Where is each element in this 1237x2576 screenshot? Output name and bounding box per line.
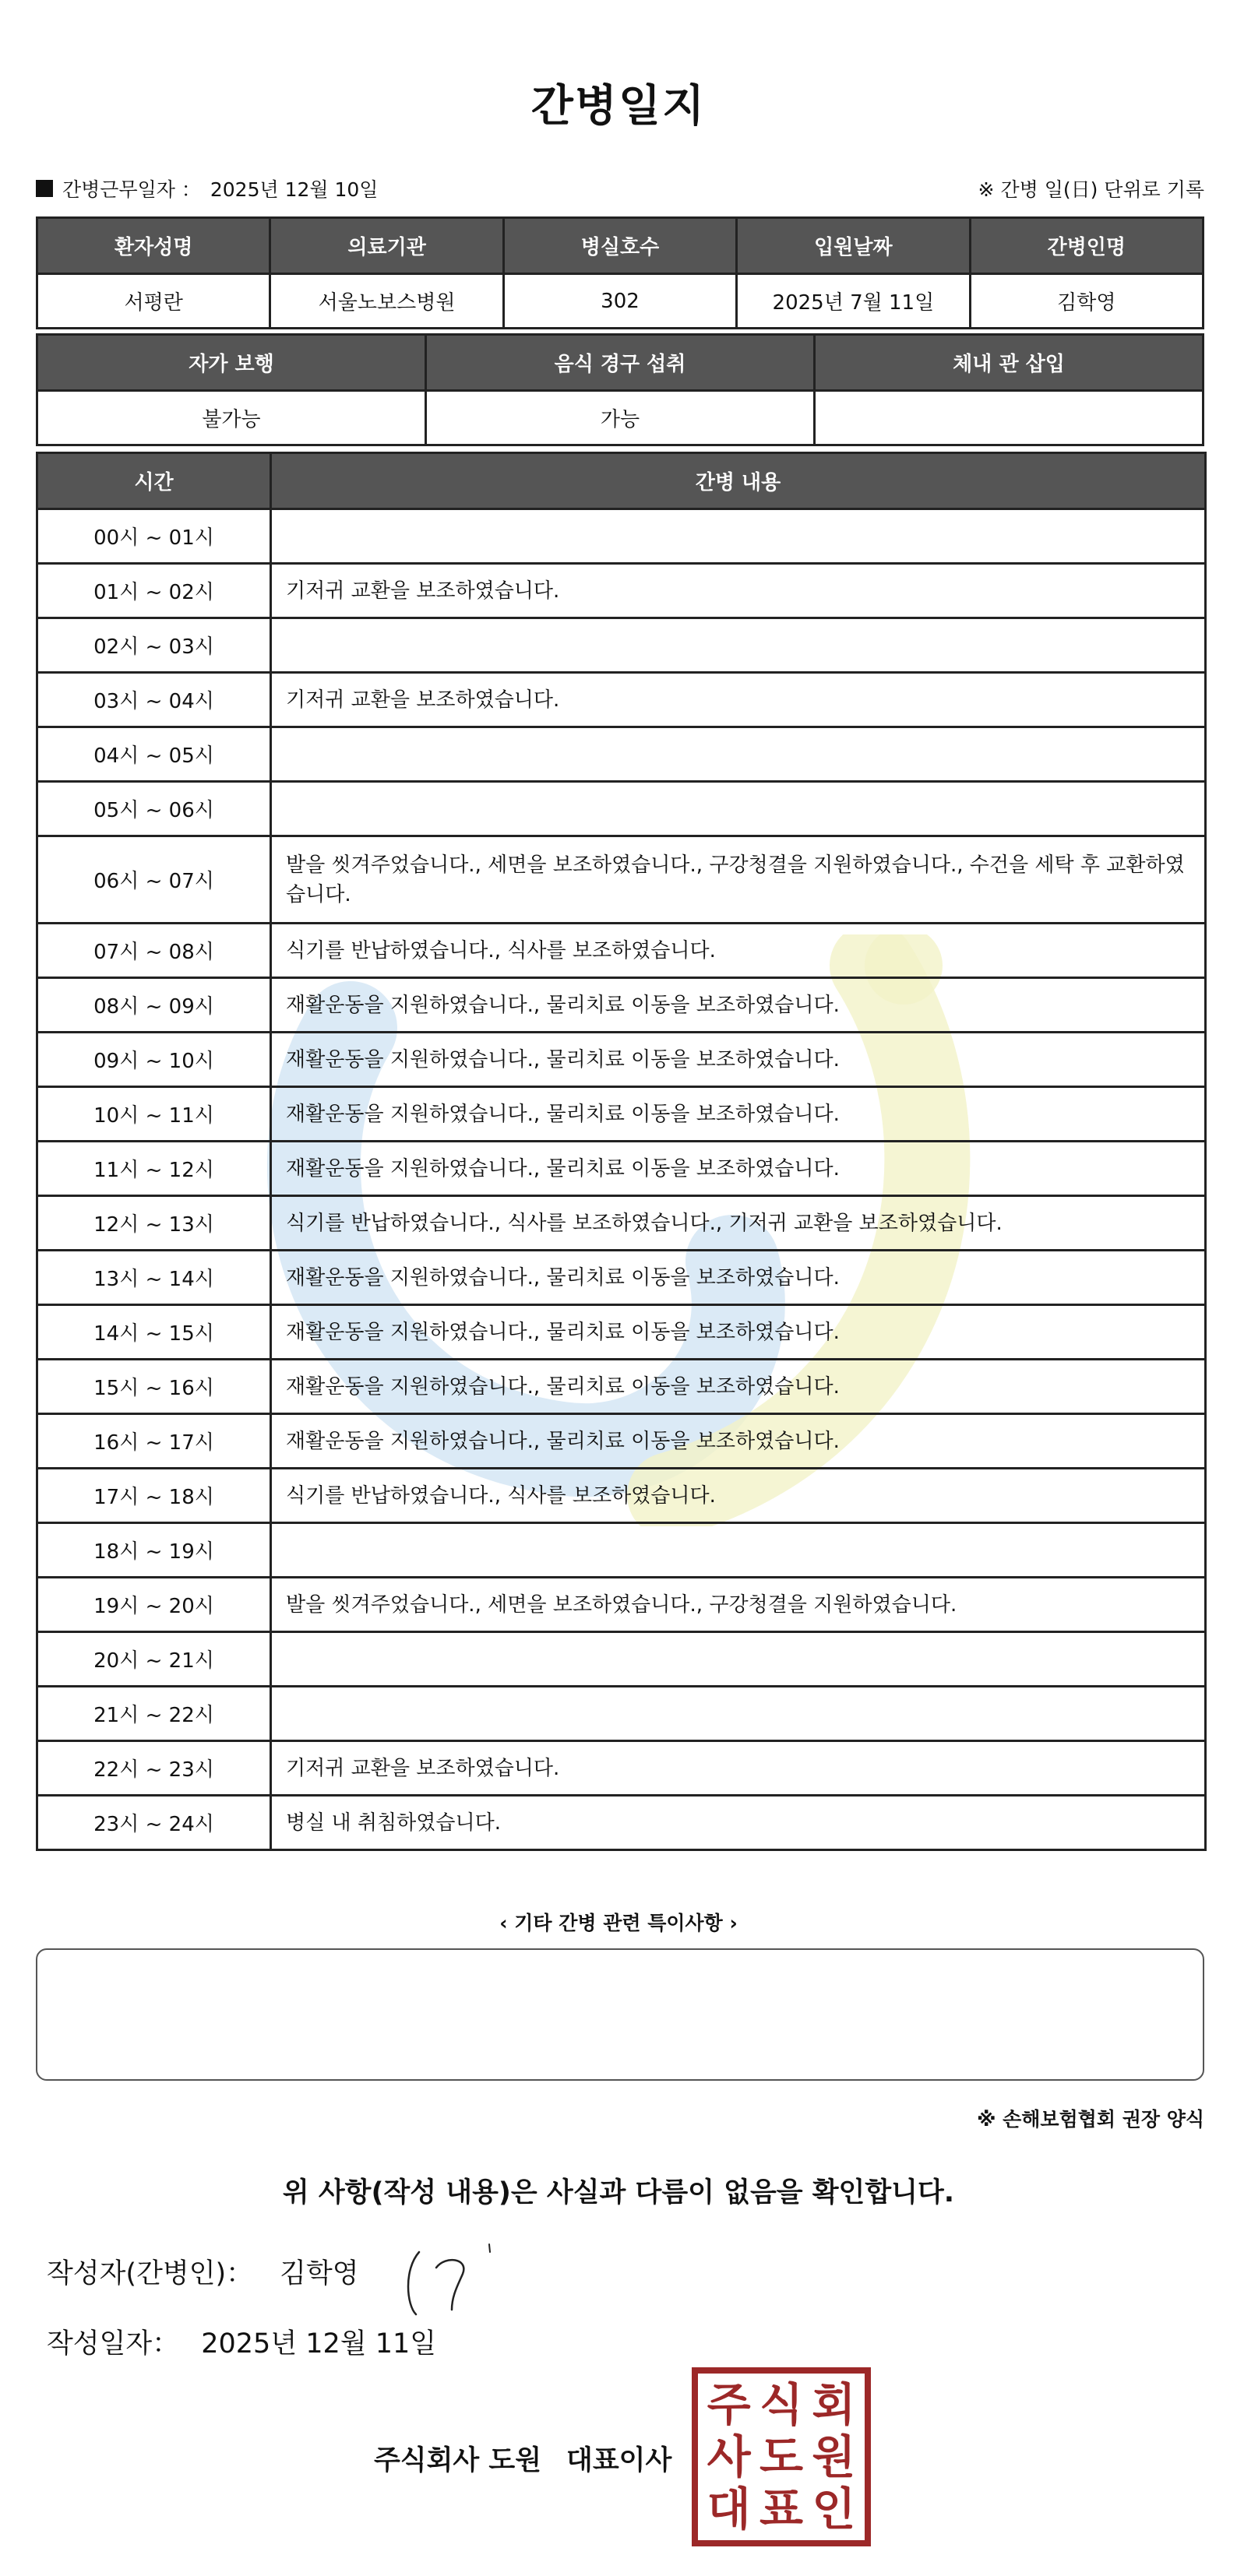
log-content: 재활운동을 지원하였습니다., 물리치료 이동을 보조하였습니다. bbox=[271, 978, 1206, 1033]
log-time: 10시 ~ 11시 bbox=[37, 1087, 271, 1142]
table-row bbox=[37, 1796, 1206, 1850]
header-patient-name: 환자성명 bbox=[37, 218, 270, 274]
log-content: 재활운동을 지원하였습니다., 물리치료 이동을 보조하였습니다. bbox=[271, 1360, 1206, 1414]
log-content bbox=[271, 782, 1206, 836]
log-time: 15시 ~ 16시 bbox=[37, 1360, 271, 1414]
hospital-name: 서울노보스병원 bbox=[270, 274, 503, 329]
table-row bbox=[37, 1142, 1206, 1196]
table-row bbox=[37, 1469, 1206, 1523]
work-date: 2025년 12월 10일 bbox=[210, 178, 379, 201]
writer-line bbox=[47, 2252, 359, 2291]
header-tube-insertion: 체내 관 삽입 bbox=[815, 335, 1204, 391]
log-time: 04시 ~ 05시 bbox=[37, 727, 271, 782]
seal-char: 인 bbox=[812, 2483, 856, 2536]
table-row bbox=[37, 1632, 1206, 1687]
company-line bbox=[374, 2439, 671, 2478]
header-care-content: 간병 내용 bbox=[271, 453, 1206, 509]
table-row bbox=[37, 1087, 1206, 1142]
header-time: 시간 bbox=[37, 453, 271, 509]
seal-char: 식 bbox=[759, 2377, 803, 2431]
header-oral-intake: 음식 경구 섭취 bbox=[426, 335, 815, 391]
log-time: 18시 ~ 19시 bbox=[37, 1523, 271, 1578]
log-content: 발을 씻겨주었습니다., 세면을 보조하였습니다., 구강청결을 지원하였습니다., 수건을 세탁 후 교환하였습니다. bbox=[271, 836, 1206, 924]
log-time: 19시 ~ 20시 bbox=[37, 1578, 271, 1632]
log-content: 병실 내 취침하였습니다. bbox=[271, 1796, 1206, 1850]
seal-char: 대 bbox=[707, 2483, 751, 2536]
log-content: 기저귀 교환을 보조하였습니다. bbox=[271, 1741, 1206, 1796]
log-content bbox=[271, 618, 1206, 673]
log-time: 22시 ~ 23시 bbox=[37, 1741, 271, 1796]
unit-note: ※ 간병 일(日) 단위로 기록 bbox=[978, 178, 1204, 201]
log-time: 03시 ~ 04시 bbox=[37, 673, 271, 727]
log-time: 06시 ~ 07시 bbox=[37, 836, 271, 924]
oral-intake-status: 가능 bbox=[426, 391, 815, 445]
log-content bbox=[271, 509, 1206, 564]
patient-info-table bbox=[36, 216, 1204, 329]
log-time: 01시 ~ 02시 bbox=[37, 564, 271, 618]
log-content: 식기를 반납하였습니다., 식사를 보조하였습니다. bbox=[271, 924, 1206, 978]
table-row bbox=[37, 1360, 1206, 1414]
table-row bbox=[37, 1305, 1206, 1360]
written-date-label: 작성일자： bbox=[47, 2328, 180, 2360]
log-content: 기저귀 교환을 보조하였습니다. bbox=[271, 564, 1206, 618]
table-row bbox=[37, 978, 1206, 1033]
admission-date: 2025년 7월 11일 bbox=[737, 274, 970, 329]
table-row bbox=[37, 1687, 1206, 1741]
log-content: 재활운동을 지원하였습니다., 물리치료 이동을 보조하였습니다. bbox=[271, 1414, 1206, 1469]
seal-char: 원 bbox=[812, 2430, 856, 2483]
written-date: 2025년 12월 11일 bbox=[201, 2328, 437, 2360]
confirmation-statement: 위 사항(작성 내용)은 사실과 다름이 없음을 확인합니다. bbox=[282, 2177, 955, 2208]
table-row bbox=[37, 509, 1206, 564]
log-content: 기저귀 교환을 보조하였습니다. bbox=[271, 673, 1206, 727]
log-time: 14시 ~ 15시 bbox=[37, 1305, 271, 1360]
table-row bbox=[37, 924, 1206, 978]
log-time: 12시 ~ 13시 bbox=[37, 1196, 271, 1251]
table-row bbox=[37, 1033, 1206, 1087]
log-content bbox=[271, 1687, 1206, 1741]
log-time: 23시 ~ 24시 bbox=[37, 1796, 271, 1850]
meta-row bbox=[36, 173, 1204, 204]
header-admission-date: 입원날짜 bbox=[737, 218, 970, 274]
special-notes-box bbox=[36, 1948, 1204, 2081]
table-row bbox=[37, 782, 1206, 836]
patient-name: 서평란 bbox=[37, 274, 270, 329]
header-caregiver: 간병인명 bbox=[970, 218, 1203, 274]
log-content: 발을 씻겨주었습니다., 세면을 보조하였습니다., 구강청결을 지원하였습니다. bbox=[271, 1578, 1206, 1632]
log-time: 02시 ~ 03시 bbox=[37, 618, 271, 673]
table-row bbox=[37, 1414, 1206, 1469]
log-time: 17시 ~ 18시 bbox=[37, 1469, 271, 1523]
log-content bbox=[271, 1632, 1206, 1687]
company-name: 주식회사 도원 bbox=[374, 2445, 542, 2476]
table-row bbox=[37, 1196, 1206, 1251]
care-log-table bbox=[36, 452, 1207, 1851]
log-content bbox=[271, 727, 1206, 782]
seal-char: 도 bbox=[759, 2430, 803, 2483]
room-number: 302 bbox=[503, 274, 736, 329]
writer-name: 김학영 bbox=[280, 2258, 359, 2289]
log-content: 재활운동을 지원하였습니다., 물리치료 이동을 보조하였습니다. bbox=[271, 1251, 1206, 1305]
walking-status: 불가능 bbox=[37, 391, 426, 445]
log-content bbox=[271, 1523, 1206, 1578]
table-row bbox=[37, 1251, 1206, 1305]
log-content: 재활운동을 지원하였습니다., 물리치료 이동을 보조하였습니다. bbox=[271, 1033, 1206, 1087]
table-row bbox=[37, 836, 1206, 924]
company-seal-stamp bbox=[692, 2367, 871, 2546]
log-time: 09시 ~ 10시 bbox=[37, 1033, 271, 1087]
log-content: 재활운동을 지원하였습니다., 물리치료 이동을 보조하였습니다. bbox=[271, 1142, 1206, 1196]
log-time: 11시 ~ 12시 bbox=[37, 1142, 271, 1196]
log-time: 05시 ~ 06시 bbox=[37, 782, 271, 836]
square-bullet-icon bbox=[36, 180, 53, 197]
table-row bbox=[37, 727, 1206, 782]
caregiver-name: 김학영 bbox=[970, 274, 1203, 329]
seal-char: 표 bbox=[759, 2483, 803, 2536]
log-content: 재활운동을 지원하였습니다., 물리치료 이동을 보조하였습니다. bbox=[271, 1087, 1206, 1142]
writer-label: 작성자(간병인)： bbox=[47, 2258, 254, 2289]
header-hospital: 의료기관 bbox=[270, 218, 503, 274]
table-row bbox=[37, 618, 1206, 673]
log-time: 07시 ~ 08시 bbox=[37, 924, 271, 978]
table-row bbox=[37, 564, 1206, 618]
patient-status-table bbox=[36, 333, 1204, 446]
log-time: 13시 ~ 14시 bbox=[37, 1251, 271, 1305]
log-content: 식기를 반납하였습니다., 식사를 보조하였습니다. bbox=[271, 1469, 1206, 1523]
table-row bbox=[37, 1578, 1206, 1632]
table-row bbox=[37, 1741, 1206, 1796]
written-date-line bbox=[47, 2322, 436, 2361]
log-content: 재활운동을 지원하였습니다., 물리치료 이동을 보조하였습니다. bbox=[271, 1305, 1206, 1360]
seal-char: 주 bbox=[707, 2377, 751, 2431]
header-room: 병실호수 bbox=[503, 218, 736, 274]
log-content: 식기를 반납하였습니다., 식사를 보조하였습니다., 기저귀 교환을 보조하였습니다. bbox=[271, 1196, 1206, 1251]
special-notes-title: ‹ 기타 간병 관련 특이사항 › bbox=[499, 1912, 738, 1934]
log-time: 21시 ~ 22시 bbox=[37, 1687, 271, 1741]
association-note: ※ 손해보험협회 권장 양식 bbox=[977, 2108, 1204, 2131]
log-time: 08시 ~ 09시 bbox=[37, 978, 271, 1033]
header-walking: 자가 보행 bbox=[37, 335, 426, 391]
log-time: 00시 ~ 01시 bbox=[37, 509, 271, 564]
page-title: 간병일지 bbox=[530, 81, 707, 132]
seal-char: 사 bbox=[707, 2430, 751, 2483]
work-date-label: 간병근무일자 ： bbox=[62, 178, 201, 201]
log-time: 20시 ~ 21시 bbox=[37, 1632, 271, 1687]
log-time: 16시 ~ 17시 bbox=[37, 1414, 271, 1469]
seal-char: 회 bbox=[812, 2377, 856, 2431]
handwritten-signature bbox=[397, 2235, 506, 2321]
tube-insertion-status bbox=[815, 391, 1204, 445]
representative-title: 대표이사 bbox=[566, 2445, 672, 2476]
table-row bbox=[37, 673, 1206, 727]
table-row bbox=[37, 1523, 1206, 1578]
